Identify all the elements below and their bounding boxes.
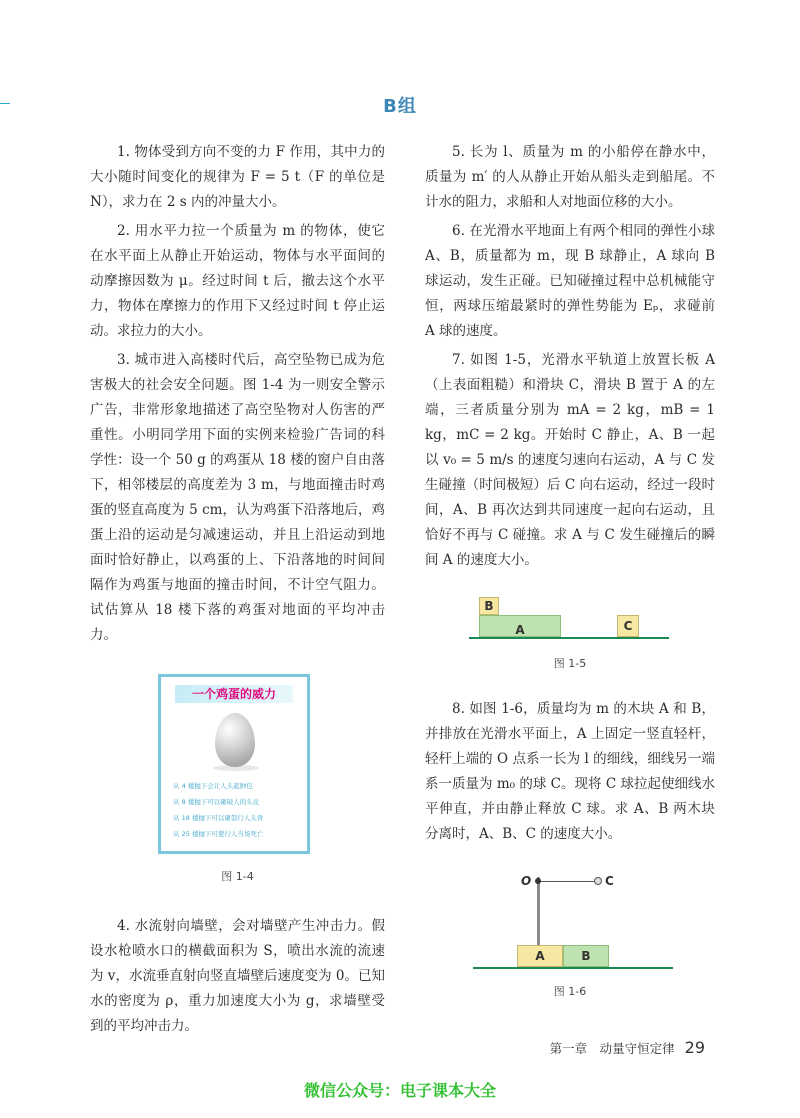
chapter-title: 第一章 动量守恒定律 bbox=[549, 1041, 675, 1056]
block-a: A bbox=[517, 945, 563, 967]
poster-line: 从 18 楼抛下可以砸裂行人头骨 bbox=[173, 814, 264, 822]
figure-1-4-caption: 图 1-4 bbox=[221, 870, 254, 883]
ground-line bbox=[473, 967, 673, 969]
block-c: C bbox=[617, 615, 639, 637]
label-c: C bbox=[605, 874, 614, 888]
figure-1-6-caption: 图 1-6 bbox=[553, 985, 587, 998]
page-footer bbox=[550, 1038, 705, 1057]
figure-1-5-caption: 图 1-5 bbox=[553, 657, 587, 670]
page-number: 29 bbox=[684, 1038, 705, 1057]
question-4: 4. 水流射向墙壁，会对墙壁产生冲击力。假设水枪喷水口的横截面积为 S，喷出水流的流速为 v，水流垂直射向竖直墙壁后速度变为 0。已知水的密度为 ρ，重力加速度大小为 g，求墙壁受到的平均冲击力。 bbox=[90, 918, 385, 1034]
question-8: 8. 如图 1-6，质量均为 m 的木块 A 和 B，并排放在光滑水平面上，A 上固定一竖直轻杆，轻杆上端的 O 点系一长为 l 的细线，细线另一端系一质量为 m₀ 的球 C。现将 C 球拉起使细线水平伸直，并由静止释放 C 球。求 A、B 两木块分离时，A、B、C 的速度大小。 bbox=[425, 701, 715, 842]
pivot-point bbox=[535, 878, 541, 884]
block-a: A bbox=[479, 615, 561, 637]
figure-1-6 bbox=[425, 874, 715, 977]
question-1: 1. 物体受到方向不变的力 F 作用，其中力的大小随时间变化的规律为 F = 5 t（F 的单位是 N），求力在 2 s 内的冲量大小。 bbox=[90, 144, 385, 210]
light-rod bbox=[537, 877, 540, 945]
block-b: B bbox=[563, 945, 609, 967]
wechat-watermark: 微信公众号：电子课本大全 bbox=[303, 1081, 496, 1100]
track-line bbox=[469, 637, 669, 639]
question-7: 7. 如图 1-5，光滑水平轨道上放置长板 A（上表面粗糙）和滑块 C，滑块 B 置于 A 的左端，三者质量分别为 mA = 2 kg，mB = 1 kg，mC = 2 kg。开始时 C 静止，A、B 一起以 v₀ = 5 m/s 的速度匀速向右运动，A 与 C 发生碰撞（时间极短）后 C 向右运动，经过一段时间，A、B 再次达到共同速度一起向右运动，且恰好不再与 C 碰撞。求 A 与 C 发生碰撞后的瞬间 A 的速度大小。 bbox=[425, 352, 715, 568]
egg-warning-poster bbox=[158, 674, 310, 854]
left-column bbox=[90, 140, 385, 1039]
egg-image bbox=[215, 713, 255, 767]
question-2: 2. 用水平力拉一个质量为 m 的物体，使它在水平面上从静止开始运动，物体与水平面间的动摩擦因数为 μ。经过时间 t 后，撤去这个水平力，物体在摩擦力的作用下又经过时间 t 停止运动。求拉力的大小。 bbox=[90, 223, 385, 339]
question-6: 6. 在光滑水平地面上有两个相同的弹性小球 A、B，质量都为 m，现 B 球静止，A 球向 B 球运动，发生正碰。已知碰撞过程中总机械能守恒，两球压缩最紧时的弹性势能为 Eₚ，求碰前 A 球的速度。 bbox=[425, 223, 715, 339]
poster-title: 一个鸡蛋的威力 bbox=[175, 685, 293, 703]
question-3: 3. 城市进入高楼时代后，高空坠物已成为危害极大的社会安全问题。图 1-4 为一则安全警示广告，非常形象地描述了高空坠物对人伤害的严重性。小明同学用下面的实例来检验广告词的科学性：设一个 50 g 的鸡蛋从 18 楼的窗户自由落下，相邻楼层的高度差为 3 m，与地面撞击时鸡蛋的竖直高度为 5 cm，认为鸡蛋下沿落地后，鸡蛋上沿的运动是匀减速运动，并且上沿运动到地面时恰好静止，以鸡蛋的上、下沿落地的时间间隔作为鸡蛋与地面的撞击时间，不计空气阻力。试估算从 18 楼下落的鸡蛋对地面的平均冲击力。 bbox=[90, 352, 385, 643]
poster-line: 从 25 楼抛下可使行人当场死亡 bbox=[173, 830, 264, 838]
question-5: 5. 长为 l、质量为 m 的小船停在静水中，质量为 m′ 的人从静止开始从船头走到船尾。不计水的阻力，求船和人对地面位移的大小。 bbox=[425, 144, 715, 210]
thin-string bbox=[539, 881, 596, 882]
right-column bbox=[425, 140, 715, 999]
section-title: B组 bbox=[383, 96, 417, 117]
ball-c bbox=[594, 877, 602, 885]
figure-1-5 bbox=[425, 593, 715, 649]
poster-line: 从 4 楼抛下会让人头起肿包 bbox=[173, 782, 253, 790]
poster-line: 从 8 楼抛下可以砸破人的头皮 bbox=[173, 798, 260, 806]
block-b: B bbox=[479, 597, 499, 615]
label-o: O bbox=[521, 874, 532, 888]
